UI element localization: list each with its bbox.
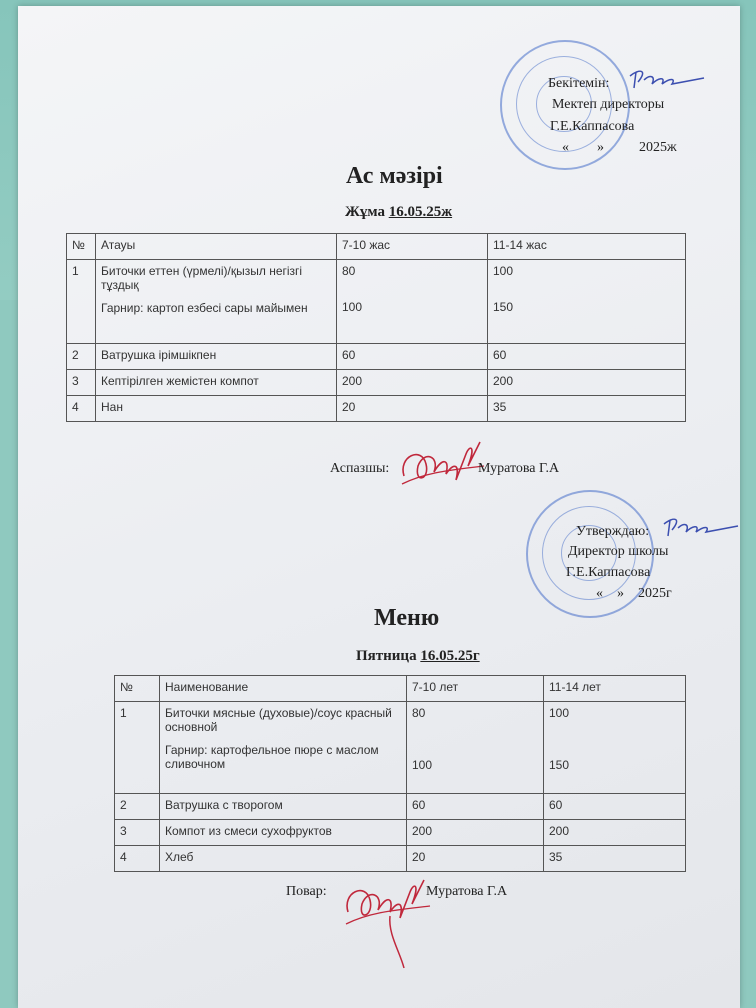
portion-cell [544, 702, 686, 794]
portion-value: 60 [544, 794, 686, 820]
dish-name: Кептірілген жемістен компот [96, 370, 337, 396]
portion-value: 35 [488, 396, 686, 422]
cook-signature-bottom [338, 872, 438, 972]
portion-cell [488, 260, 686, 344]
approve-role-ru: Директор школы [568, 544, 669, 559]
director-signature-bottom [660, 514, 740, 542]
portion-value: 200 [488, 370, 686, 396]
table-header-row [67, 234, 686, 260]
portion-value: 80 [342, 264, 356, 278]
menu-table [66, 233, 686, 422]
portion-value: 150 [549, 758, 570, 772]
dish-cell [96, 260, 337, 344]
row-number: 2 [115, 794, 160, 820]
approve-date: « » 2025ж [562, 140, 677, 155]
approve-name: Г.Е.Каппасова [550, 119, 635, 134]
header-cell: 7-10 жас [337, 234, 488, 260]
portion-value: 60 [488, 344, 686, 370]
garnish-name: Гарнир: картоп езбесі сары майымен [101, 301, 308, 315]
page-title-ru: Меню [374, 605, 440, 631]
menu-day-ru [356, 648, 480, 665]
portion-value: 80 [412, 706, 426, 720]
menu-table-ru [114, 675, 686, 872]
approve-name-ru: Г.Е.Каппасова [566, 565, 651, 580]
dish-name: Биточки мясные (духовые)/соус красный основной [165, 706, 392, 734]
portion-value: 35 [544, 846, 686, 872]
portion-value: 100 [549, 706, 570, 720]
cook-label: Аспазшы: [330, 461, 390, 476]
portion-value: 100 [412, 758, 433, 772]
menu-date: 16.05.25ж [388, 204, 453, 220]
approve-label-ru: Утверждаю: [576, 524, 650, 539]
portion-value: 100 [342, 300, 363, 314]
header-cell: 11-14 жас [488, 234, 686, 260]
portion-value: 200 [544, 820, 686, 846]
portion-value: 200 [337, 370, 488, 396]
row-number: 3 [67, 370, 96, 396]
portion-value: 20 [407, 846, 544, 872]
table-row [67, 396, 686, 422]
dish-name: Ватрушка ірімшікпен [96, 344, 337, 370]
cook-label-ru: Повар: [286, 884, 327, 899]
table-row [67, 260, 686, 344]
day-label: Пятница [356, 648, 417, 664]
header-cell: 7-10 лет [407, 676, 544, 702]
cook-name-ru: Муратова Г.А [426, 884, 508, 899]
row-number: 3 [115, 820, 160, 846]
header-cell: № [115, 676, 160, 702]
portion-value: 60 [407, 794, 544, 820]
table-header-row [115, 676, 686, 702]
garnish-name: Гарнир: картофельное пюре с маслом сливочном [165, 743, 379, 771]
table-row [67, 344, 686, 370]
portion-value: 60 [337, 344, 488, 370]
dish-cell [160, 702, 407, 794]
row-number: 1 [67, 260, 96, 344]
table-row [115, 794, 686, 820]
header-cell: 11-14 лет [544, 676, 686, 702]
dish-name: Компот из смеси сухофруктов [160, 820, 407, 846]
row-number: 2 [67, 344, 96, 370]
approve-role: Мектеп директоры [552, 97, 665, 112]
portion-value: 200 [407, 820, 544, 846]
header-cell: Атауы [96, 234, 337, 260]
dish-name: Биточки еттен (үрмелі)/қызыл негізгі тұздық [101, 264, 303, 292]
row-number: 4 [115, 846, 160, 872]
portion-cell [337, 260, 488, 344]
dish-name: Нан [96, 396, 337, 422]
portion-value: 150 [493, 300, 514, 314]
approve-date-ru: « » 2025г [596, 586, 672, 601]
portion-value: 20 [337, 396, 488, 422]
page-title: Ас мәзірі [346, 163, 443, 189]
menu-day [345, 204, 452, 221]
table-row [115, 702, 686, 794]
day-label: Жұма [345, 204, 385, 220]
dish-name: Ватрушка с творогом [160, 794, 407, 820]
menu-date: 16.05.25г [420, 648, 480, 664]
director-signature-top [626, 66, 706, 94]
dish-name: Хлеб [160, 846, 407, 872]
cook-signature-top [396, 436, 486, 494]
row-number: 4 [67, 396, 96, 422]
table-row [115, 846, 686, 872]
header-cell: № [67, 234, 96, 260]
header-cell: Наименование [160, 676, 407, 702]
table-row [67, 370, 686, 396]
approve-label: Бекітемін: [548, 76, 610, 91]
row-number: 1 [115, 702, 160, 794]
portion-value: 100 [493, 264, 514, 278]
table-row [115, 820, 686, 846]
cook-name: Муратова Г.А [478, 461, 560, 476]
portion-cell [407, 702, 544, 794]
